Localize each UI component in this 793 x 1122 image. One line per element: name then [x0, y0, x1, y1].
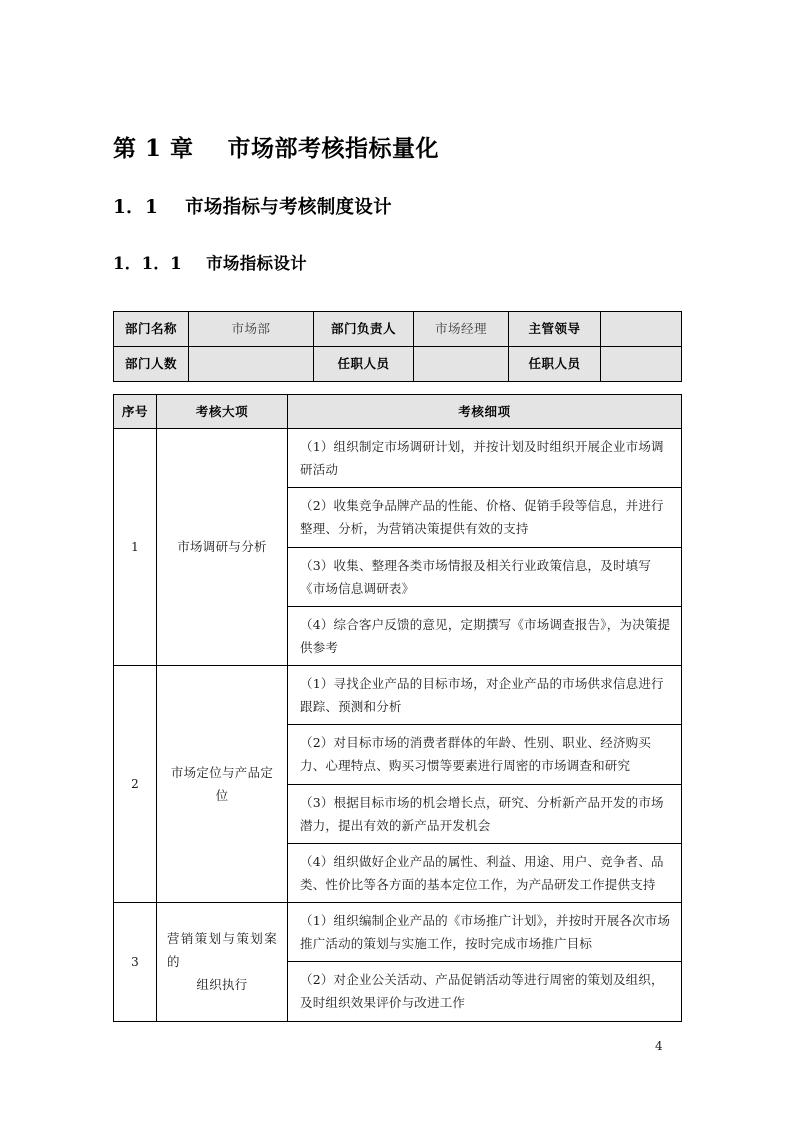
cell-major-item: 市场定位与产品定位: [157, 666, 288, 903]
info-cell-label: 部门人数: [114, 347, 189, 382]
cell-detail-item: （4）组织做好企业产品的属性、利益、用途、用户、竞争者、品类、性价比等各方面的基本定位工作，为产品研发工作提供支持: [288, 843, 682, 902]
info-cell-label: 任职人员: [314, 347, 414, 382]
cell-detail-item: （3）收集、整理各类市场情报及相关行业政策信息，及时填写《市场信息调研表》: [288, 547, 682, 606]
column-header-detail: 考核细项: [288, 395, 682, 429]
cell-detail-item: （2）收集竞争品牌产品的性能、价格、促销手段等信息，并进行整理、分析，为营销决策提供有效的支持: [288, 488, 682, 547]
assessment-table-header: [114, 395, 682, 429]
chapter-title: 第 1 章 市场部考核指标量化: [113, 135, 440, 162]
cell-detail-item: （1）组织编制企业产品的《市场推广计划》，并按时开展各次市场推广活动的策划与实施工作，按时完成市场推广目标: [288, 903, 682, 962]
table-row: [114, 666, 682, 725]
cell-detail-item: （1）组织制定市场调研计划，并按计划及时组织开展企业市场调研活动: [288, 429, 682, 488]
cell-major-line2: 组织执行: [196, 977, 248, 993]
info-cell-label: 主管领导: [509, 312, 601, 347]
cell-detail-item: （4）综合客户反馈的意见，定期撰写《市场调查报告》，为决策提供参考: [288, 606, 682, 665]
info-cell-blank: [414, 347, 509, 382]
assessment-indicator-table: [113, 394, 682, 1022]
cell-seq: 3: [114, 903, 157, 1022]
info-cell-blank: [601, 312, 682, 347]
column-header-seq: 序号: [114, 395, 157, 429]
info-cell-blank: [601, 347, 682, 382]
cell-seq: 1: [114, 429, 157, 666]
table-row: [114, 429, 682, 488]
info-cell-label: 部门负责人: [314, 312, 414, 347]
table-row: [114, 312, 682, 347]
section-title: 1．1 市场指标与考核制度设计: [113, 197, 392, 218]
cell-major-line1: 营销策划与策划案的: [167, 931, 277, 970]
info-cell-value: 市场部: [189, 312, 314, 347]
cell-major-item: 市场调研与分析: [157, 429, 288, 666]
page-number: 4: [655, 1039, 663, 1053]
cell-detail-item: （2）对企业公关活动、产品促销活动等进行周密的策划及组织，及时组织效果评价与改进工作: [288, 962, 682, 1021]
table-row: [114, 903, 682, 962]
cell-major-item: [157, 903, 288, 1022]
department-info-body: [114, 312, 682, 382]
table-header-row: [114, 395, 682, 429]
cell-seq: 2: [114, 666, 157, 903]
cell-detail-item: （3）根据目标市场的机会增长点，研究、分析新产品开发的市场潜力，提出有效的新产品开发机会: [288, 784, 682, 843]
department-info-table: [113, 311, 682, 382]
info-cell-value: 市场经理: [414, 312, 509, 347]
info-cell-blank: [189, 347, 314, 382]
subsection-title: 1．1．1 市场指标设计: [113, 254, 307, 273]
info-cell-label: 任职人员: [509, 347, 601, 382]
column-header-major: 考核大项: [157, 395, 288, 429]
assessment-table-body: [114, 429, 682, 1022]
info-cell-label: 部门名称: [114, 312, 189, 347]
table-row: [114, 347, 682, 382]
cell-detail-item: （1）寻找企业产品的目标市场，对企业产品的市场供求信息进行跟踪、预测和分析: [288, 666, 682, 725]
cell-detail-item: （2）对目标市场的消费者群体的年龄、性别、职业、经济购买力、心理特点、购买习惯等要素进行周密的市场调查和研究: [288, 725, 682, 784]
